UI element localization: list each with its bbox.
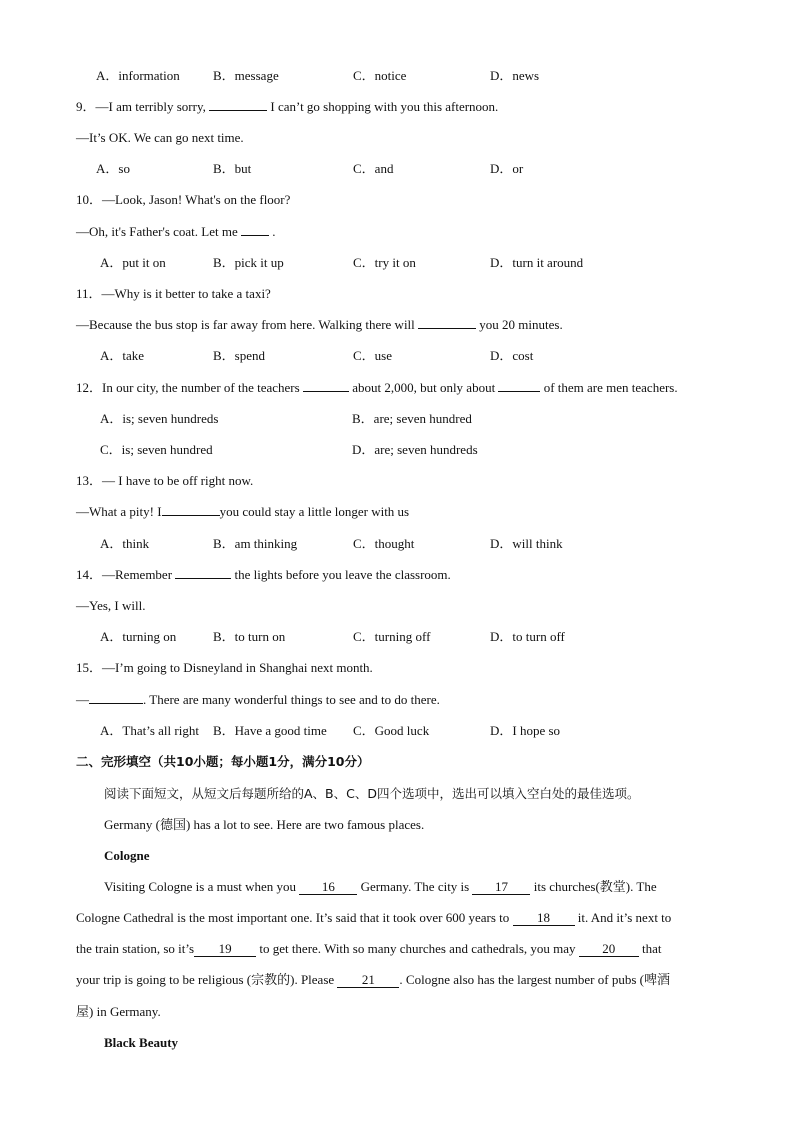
option-c: C．is; seven hundred bbox=[100, 442, 213, 457]
option-c: C．and bbox=[353, 161, 394, 176]
answer-blank[interactable] bbox=[175, 578, 231, 579]
option-b: B．spend bbox=[213, 348, 266, 363]
passage-intro: Germany (德国) has a lot to see. Here are two famous places. bbox=[104, 817, 425, 832]
option-a: A．turning on bbox=[100, 629, 177, 644]
cloze-blank-19[interactable]: 19 bbox=[194, 942, 256, 957]
option-c: C．turning off bbox=[353, 629, 431, 644]
option-b: B．message bbox=[213, 68, 279, 83]
passage-line: your trip is going to be religious (宗教的). Please 21 . Cologne also has the largest number of pubs (啤酒 bbox=[76, 972, 670, 987]
answer-blank[interactable] bbox=[162, 515, 220, 516]
q12-options-row1 bbox=[100, 411, 750, 427]
q8-options bbox=[96, 68, 746, 84]
q14-reply: —Yes, I will. bbox=[76, 598, 146, 613]
answer-blank[interactable] bbox=[241, 235, 269, 236]
answer-blank[interactable] bbox=[209, 110, 267, 111]
option-d: D．are; seven hundreds bbox=[352, 442, 478, 457]
q10-options bbox=[100, 255, 750, 271]
option-a: A．That’s all right bbox=[100, 723, 199, 738]
subheading-cologne: Cologne bbox=[104, 848, 150, 863]
q12-options-row2 bbox=[100, 442, 750, 458]
q9-options bbox=[96, 161, 746, 177]
passage-line: the train station, so it’s 19 to get there. With so many churches and cathedrals, you may 20 that bbox=[76, 941, 662, 956]
option-a: A．so bbox=[96, 161, 130, 176]
q9-stem: 9．—I am terribly sorry, I can’t go shopping with you this afternoon. bbox=[76, 99, 499, 114]
option-c: C．notice bbox=[353, 68, 407, 83]
cloze-blank-18[interactable]: 18 bbox=[513, 911, 575, 926]
q15-reply: — . There are many wonderful things to see and to do there. bbox=[76, 692, 440, 707]
option-c: C．try it on bbox=[353, 255, 416, 270]
section-instruction: 阅读下面短文，从短文后每题所给的A、B、C、D四个选项中，选出可以填入空白处的最佳选项。 bbox=[104, 786, 640, 801]
option-d: D．will think bbox=[490, 536, 563, 551]
option-c: C．Good luck bbox=[353, 723, 430, 738]
q15-options bbox=[100, 723, 750, 739]
section-heading: 二、完形填空（共10小题；每小题1分，满分10分） bbox=[76, 754, 370, 769]
option-b: B．pick it up bbox=[213, 255, 284, 270]
q9-reply: —It’s OK. We can go next time. bbox=[76, 130, 244, 145]
option-a: A．think bbox=[100, 536, 150, 551]
option-d: D．to turn off bbox=[490, 629, 565, 644]
q14-stem: 14．—Remember the lights before you leave the classroom. bbox=[76, 567, 451, 582]
q13-reply: —What a pity! I you could stay a little longer with us bbox=[76, 504, 410, 519]
cloze-blank-16[interactable]: 16 bbox=[299, 880, 357, 895]
q10-reply: —Oh, it's Father's coat. Let me . bbox=[76, 224, 276, 239]
q10-stem: 10．—Look, Jason! What's on the floor? bbox=[76, 192, 291, 207]
answer-blank[interactable] bbox=[89, 703, 143, 704]
option-d: D．cost bbox=[490, 348, 534, 363]
option-a: A．put it on bbox=[100, 255, 166, 270]
answer-blank[interactable] bbox=[498, 391, 540, 392]
answer-blank[interactable] bbox=[303, 391, 349, 392]
q11-reply: —Because the bus stop is far away from here. Walking there will you 20 minutes. bbox=[76, 317, 563, 332]
subheading-black-beauty: Black Beauty bbox=[104, 1035, 179, 1050]
option-a: A．information bbox=[96, 68, 180, 83]
q13-stem: 13．— I have to be off right now. bbox=[76, 473, 254, 488]
q12-stem: 12．In our city, the number of the teachers about 2,000, but only about of them are men teachers. bbox=[76, 380, 678, 395]
q15-stem: 15．—I’m going to Disneyland in Shanghai next month. bbox=[76, 660, 373, 675]
q13-options bbox=[100, 536, 750, 552]
option-b: B．but bbox=[213, 161, 252, 176]
passage-line: Cologne Cathedral is the most important one. It’s said that it took over 600 years to 18 it. And it’s next to bbox=[76, 910, 672, 925]
cloze-blank-17[interactable]: 17 bbox=[472, 880, 530, 895]
option-b: B．am thinking bbox=[213, 536, 298, 551]
passage-line: 屋) in Germany. bbox=[76, 1004, 161, 1019]
option-a: A．take bbox=[100, 348, 145, 363]
q14-options bbox=[100, 629, 750, 645]
option-d: D．turn it around bbox=[490, 255, 584, 270]
option-b: B．are; seven hundred bbox=[352, 411, 472, 426]
passage-line: Visiting Cologne is a must when you 16 Germany. The city is 17 its churches(教堂). The bbox=[104, 879, 657, 894]
q11-stem: 11．—Why is it better to take a taxi? bbox=[76, 286, 271, 301]
option-d: D．I hope so bbox=[490, 723, 561, 738]
answer-blank[interactable] bbox=[418, 328, 476, 329]
option-d: D．news bbox=[490, 68, 540, 83]
option-d: D．or bbox=[490, 161, 524, 176]
option-b: B．to turn on bbox=[213, 629, 286, 644]
option-c: C．use bbox=[353, 348, 393, 363]
cloze-blank-21[interactable]: 21 bbox=[337, 973, 399, 988]
q11-options bbox=[100, 348, 750, 364]
option-b: B．Have a good time bbox=[213, 723, 327, 738]
option-a: A．is; seven hundreds bbox=[100, 411, 219, 426]
cloze-blank-20[interactable]: 20 bbox=[579, 942, 639, 957]
option-c: C．thought bbox=[353, 536, 415, 551]
